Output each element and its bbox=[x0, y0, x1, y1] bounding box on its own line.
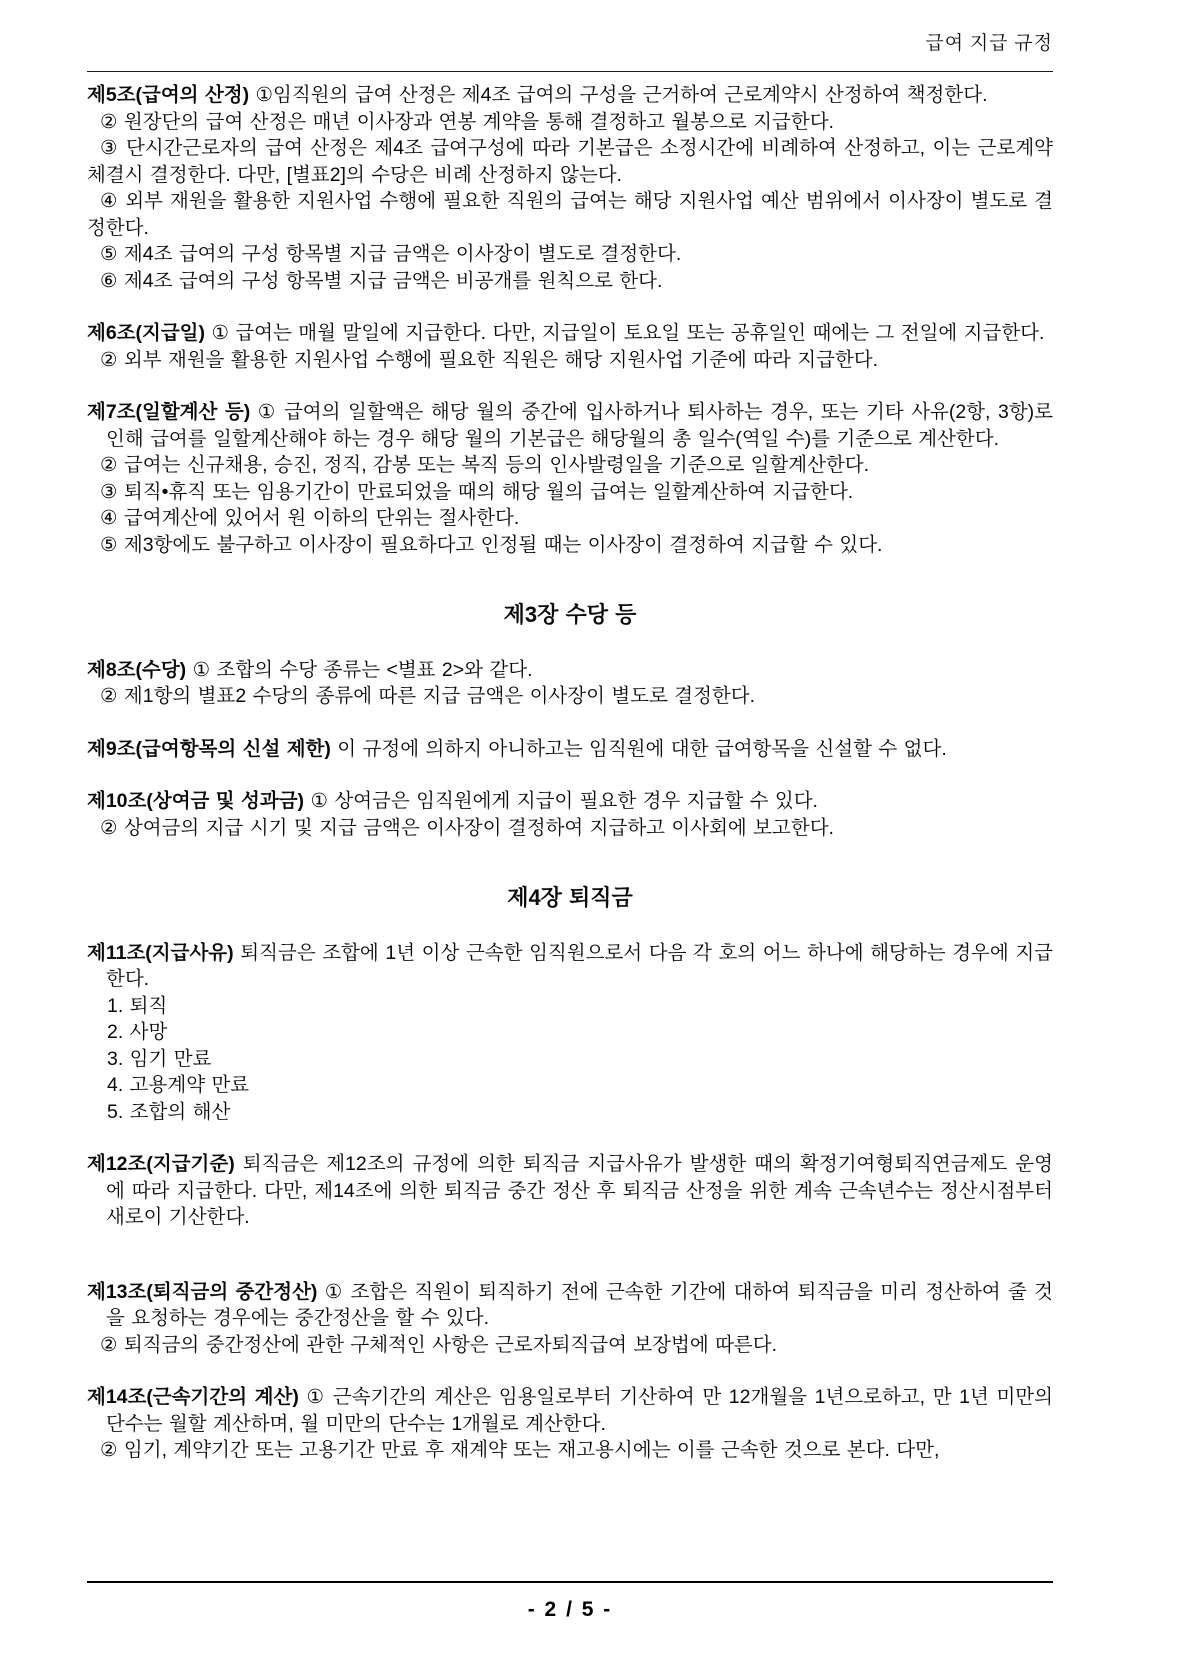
sub-clause-paragraph: ⑤ 제4조 급여의 구성 항목별 지급 금액은 이사장이 별도로 결정한다. bbox=[100, 243, 682, 265]
numbered-list-item: 4. 고용계약 만료 bbox=[107, 1074, 250, 1096]
page-number: - 2 / 5 - bbox=[527, 1598, 613, 1621]
article-paragraph: 제11조(지급사유) 퇴직금은 조합에 1년 이상 근속한 임직원으로서 다음 각 호의 어느 하나에 해당하는 경우에 지급한다. bbox=[87, 941, 1053, 990]
article-title: 제10조(상여금 및 성과금) bbox=[87, 790, 305, 812]
article-paragraph: 제9조(급여항목의 신설 제한) 이 규정에 의하지 아니하고는 임직원에 대한 급여항목을 신설할 수 없다. bbox=[87, 737, 947, 760]
sub-clause-paragraph: ② 제1항의 별표2 수당의 종류에 따른 지급 금액은 이사장이 별도로 결정한다. bbox=[100, 685, 756, 707]
document-body bbox=[87, 82, 1053, 1464]
article-title: 제12조(지급기준) bbox=[87, 1153, 235, 1175]
sub-clause-paragraph: ② 임기, 계약기간 또는 고용기간 만료 후 재계약 또는 재고용시에는 이를 근속한 것으로 본다. 다만, bbox=[100, 1439, 940, 1461]
header-rule bbox=[87, 71, 1053, 72]
article-paragraph: 제5조(급여의 산정) ①임직원의 급여 산정은 제4조 급여의 구성을 근거하여 근로계약시 산정하여 책정한다. bbox=[87, 84, 988, 106]
article-paragraph: 제14조(근속기간의 계산) ① 근속기간의 계산은 임용일로부터 기산하여 만 12개월을 1년으로하고, 만 1년 미만의 단수는 월할 계산하며, 월 미만의 단수는 1개월로 계산한다. bbox=[87, 1386, 1053, 1435]
sub-clause-paragraph: ⑤ 제3항에도 불구하고 이사장이 필요하다고 인정될 때는 이사장이 결정하여 지급할 수 있다. bbox=[100, 533, 883, 556]
page-header-title: 급여 지급 규정 bbox=[925, 33, 1053, 54]
article-title: 제8조(수당) bbox=[87, 658, 187, 681]
numbered-list-item: 5. 조합의 해산 bbox=[107, 1100, 231, 1123]
article-paragraph: 제10조(상여금 및 성과금) ① 상여금은 임직원에게 지급이 필요한 경우 지급할 수 있다. bbox=[87, 790, 818, 812]
sub-clause-paragraph: ④ 급여계산에 있어서 원 이하의 단위는 절사한다. bbox=[100, 507, 520, 529]
sub-clause-paragraph: ⑥ 제4조 급여의 구성 항목별 지급 금액은 비공개를 원칙으로 한다. bbox=[100, 269, 663, 292]
article-paragraph: 제12조(지급기준) 퇴직금은 제12조의 규정에 의한 퇴직금 지급사유가 발생한 때의 확정기여형퇴직연금제도 운영에 따라 지급한다. 다만, 제14조에 의한 퇴직금 중간 정산 후 퇴직금 산정을 위한 계속 근속년수는 정산시점부터 새로이 기산한다. bbox=[87, 1153, 1053, 1228]
article-title: 제14조(근속기간의 계산) bbox=[87, 1386, 299, 1408]
sub-clause-paragraph: ② 원장단의 급여 산정은 매년 이사장과 연봉 계약을 통해 결정하고 월봉으로 지급한다. bbox=[100, 110, 834, 133]
numbered-list-item: 2. 사망 bbox=[107, 1021, 168, 1043]
article-title: 제7조(일할계산 등) bbox=[87, 401, 251, 423]
sub-clause-paragraph: ③ 퇴직•휴직 또는 임용기간이 만료되었을 때의 해당 월의 급여는 일할계산하여 지급한다. bbox=[100, 480, 854, 503]
sub-clause-paragraph: ③ 단시간근로자의 급여 산정은 제4조 급여구성에 따라 기본급은 소정시간에 비례하여 산정하고, 이는 근로계약 체결시 결정한다. 다만, [별표2]의 수당은 비례 산정하지 않는다. bbox=[87, 137, 1053, 186]
article-paragraph: 제6조(지급일) ① 급여는 매월 말일에 지급한다. 다만, 지급일이 토요일 또는 공휴일인 때에는 그 전일에 지급한다. bbox=[87, 322, 1045, 344]
article-paragraph: 제7조(일할계산 등) ① 급여의 일할액은 해당 월의 중간에 입사하거나 퇴사하는 경우, 또는 기타 사유(2항, 3항)로 인해 급여를 일할계산해야 하는 경우 해당 월의 기본급은 해당월의 총 일수(역일 수)를 기준으로 계산한다. bbox=[87, 401, 1053, 450]
article-title: 제6조(지급일) bbox=[87, 322, 206, 344]
sub-clause-paragraph: ② 퇴직금의 중간정산에 관한 구체적인 사항은 근로자퇴직급여 보장법에 따른다. bbox=[100, 1333, 778, 1356]
sub-clause-paragraph: ② 외부 재원을 활용한 지원사업 수행에 필요한 직원은 해당 지원사업 기준에 따라 지급한다. bbox=[100, 348, 879, 371]
article-title: 제11조(지급사유) bbox=[87, 941, 234, 964]
article-title: 제13조(퇴직금의 중간정산) bbox=[87, 1280, 318, 1303]
article-paragraph: 제8조(수당) ① 조합의 수당 종류는 <별표 2>와 같다. bbox=[87, 658, 533, 681]
article-title: 제9조(급여항목의 신설 제한) bbox=[87, 737, 331, 760]
sub-clause-paragraph: ④ 외부 재원을 활용한 지원사업 수행에 필요한 직원의 급여는 해당 지원사업 예산 범위에서 이사장이 별도로 결정한다. bbox=[87, 190, 1053, 239]
numbered-list-item: 3. 임기 만료 bbox=[107, 1047, 212, 1070]
article-title: 제5조(급여의 산정) bbox=[87, 84, 250, 106]
chapter-heading: 제3장 수당 등 bbox=[503, 602, 637, 627]
sub-clause-paragraph: ② 급여는 신규채용, 승진, 정직, 감봉 또는 복직 등의 인사발령일을 기준으로 일할계산한다. bbox=[100, 454, 870, 476]
sub-clause-paragraph: ② 상여금의 지급 시기 및 지급 금액은 이사장이 결정하여 지급하고 이사회에 보고한다. bbox=[100, 816, 834, 839]
footer-rule bbox=[87, 1581, 1053, 1583]
article-paragraph: 제13조(퇴직금의 중간정산) ① 조합은 직원이 퇴직하기 전에 근속한 기간에 대하여 퇴직금을 미리 정산하여 줄 것을 요청하는 경우에는 중간정산을 할 수 있다. bbox=[87, 1280, 1053, 1329]
numbered-list-item: 1. 퇴직 bbox=[107, 994, 168, 1017]
chapter-heading: 제4장 퇴직금 bbox=[507, 885, 633, 910]
